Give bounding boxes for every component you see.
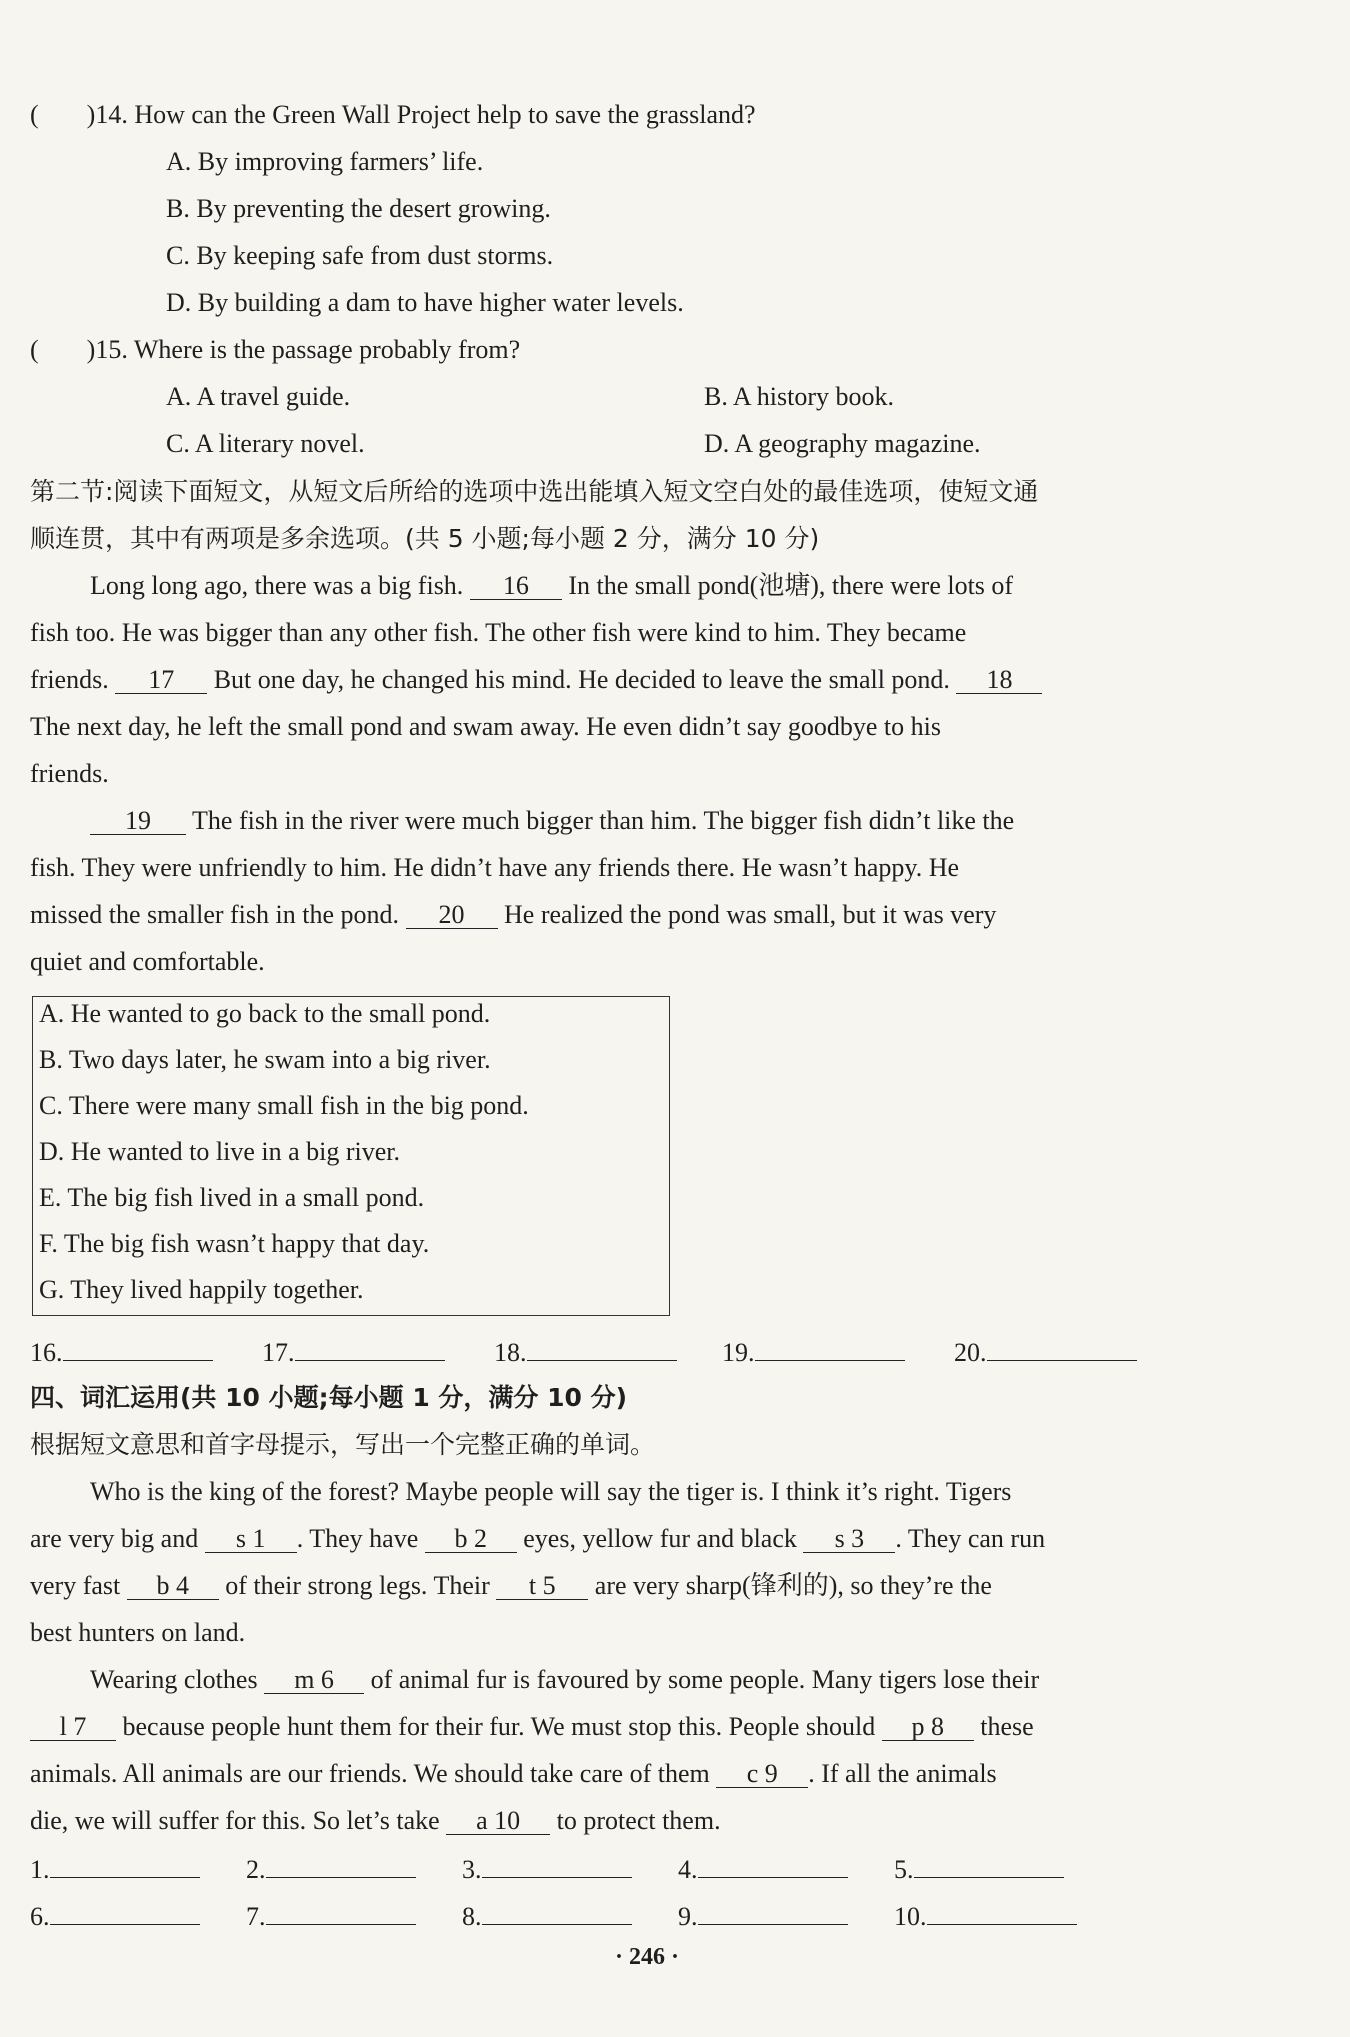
blank-5: t 5 bbox=[496, 1573, 588, 1600]
q14-option-c: C. By keeping safe from dust storms. bbox=[166, 241, 554, 270]
passage2-line bbox=[30, 1569, 992, 1603]
passage1-line: quiet and comfortable. bbox=[30, 947, 265, 976]
answer-19[interactable] bbox=[722, 1334, 905, 1370]
answer-label: 18. bbox=[494, 1338, 527, 1367]
answer-line[interactable] bbox=[755, 1334, 905, 1361]
text: of their strong legs. Their bbox=[225, 1571, 490, 1600]
answer-line[interactable] bbox=[63, 1334, 213, 1361]
passage2-line bbox=[30, 1710, 1034, 1744]
answer-label: 19. bbox=[722, 1338, 755, 1367]
question-number: 15. bbox=[95, 335, 128, 364]
text: . They have bbox=[296, 1524, 419, 1553]
answer-label: 7. bbox=[246, 1902, 266, 1931]
q15-option-b: B. A history book. bbox=[704, 382, 894, 411]
answer-line[interactable] bbox=[50, 1898, 200, 1925]
answer-18[interactable] bbox=[494, 1334, 677, 1370]
passage1-line bbox=[30, 663, 1042, 697]
q14-option-b: B. By preventing the desert growing. bbox=[166, 194, 551, 223]
text: missed the smaller fish in the pond. bbox=[30, 900, 400, 929]
text: . If all the animals bbox=[808, 1759, 997, 1788]
text: of animal fur is favoured by some people. Many tigers lose their bbox=[370, 1665, 1040, 1694]
answer-line[interactable] bbox=[482, 1851, 632, 1878]
answer-20[interactable] bbox=[954, 1334, 1137, 1370]
answer-label: 17. bbox=[262, 1338, 295, 1367]
choice-f: F. The big fish wasn’t happy that day. bbox=[39, 1229, 430, 1258]
q14-option-d: D. By building a dam to have higher water levels. bbox=[166, 288, 684, 317]
q15-question bbox=[30, 333, 520, 367]
answer-label: 16. bbox=[30, 1338, 63, 1367]
question-text: How can the Green Wall Project help to save the grassland? bbox=[134, 100, 756, 129]
answer-paren-open: ( bbox=[30, 335, 39, 364]
text: because people hunt them for their fur. We must stop this. People should bbox=[122, 1712, 876, 1741]
blank-8: p 8 bbox=[882, 1714, 974, 1741]
blank-10: a 10 bbox=[446, 1808, 550, 1835]
text: Wearing clothes bbox=[90, 1665, 258, 1694]
q15-option-d: D. A geography magazine. bbox=[704, 429, 981, 458]
answer-label: 9. bbox=[678, 1902, 698, 1931]
answer-line[interactable] bbox=[698, 1898, 848, 1925]
section4-title: 四、词汇运用(共 10 小题;每小题 1 分，满分 10 分) bbox=[30, 1383, 628, 1412]
blank-4: b 4 bbox=[127, 1573, 219, 1600]
answer-paren-close: ) bbox=[86, 335, 96, 364]
answer-line[interactable] bbox=[295, 1334, 445, 1361]
passage2-line bbox=[90, 1663, 1039, 1697]
answer-line[interactable] bbox=[266, 1851, 416, 1878]
answer-line[interactable] bbox=[698, 1851, 848, 1878]
text: . They can run bbox=[895, 1524, 1046, 1553]
question-number: 14. bbox=[95, 100, 128, 129]
choice-c: C. There were many small fish in the big pond. bbox=[39, 1091, 529, 1120]
section2-instruction-line2: 顺连贯，其中有两项是多余选项。(共 5 小题;每小题 2 分，满分 10 分) bbox=[30, 524, 820, 553]
answer-label: 10. bbox=[894, 1902, 927, 1931]
text: He realized the pond was small, but it was very bbox=[504, 900, 997, 929]
passage2-line: Who is the king of the forest? Maybe people will say the tiger is. I think it’s right. Tigers bbox=[90, 1477, 1012, 1506]
blank-7: l 7 bbox=[30, 1714, 116, 1741]
choice-e: E. The big fish lived in a small pond. bbox=[39, 1183, 425, 1212]
blank-3: s 3 bbox=[803, 1526, 895, 1553]
text: are very big and bbox=[30, 1524, 199, 1553]
page-number: · 246 · bbox=[615, 1944, 680, 1970]
text: to protect them. bbox=[556, 1806, 721, 1835]
text: Long long ago, there was a big fish. bbox=[90, 571, 464, 600]
blank-19: 19 bbox=[90, 808, 186, 835]
passage1-line bbox=[30, 898, 996, 932]
choice-d: D. He wanted to live in a big river. bbox=[39, 1137, 401, 1166]
passage1-line bbox=[90, 804, 1014, 838]
answer-label: 3. bbox=[462, 1855, 482, 1884]
q15-option-c: C. A literary novel. bbox=[166, 429, 365, 458]
q14-option-a: A. By improving farmers’ life. bbox=[166, 147, 484, 176]
answer-line[interactable] bbox=[482, 1898, 632, 1925]
answer-6[interactable] bbox=[30, 1898, 200, 1934]
answer-paren-close: ) bbox=[86, 100, 96, 129]
answer-10[interactable] bbox=[894, 1898, 1077, 1934]
choices-box bbox=[32, 996, 670, 1316]
blank-2: b 2 bbox=[425, 1526, 517, 1553]
text: die, we will suffer for this. So let’s take bbox=[30, 1806, 440, 1835]
blank-6: m 6 bbox=[264, 1667, 364, 1694]
blank-16: 16 bbox=[470, 573, 562, 600]
answer-17[interactable] bbox=[262, 1334, 445, 1370]
text: But one day, he changed his mind. He decided to leave the small pond. bbox=[213, 665, 950, 694]
text: friends. bbox=[30, 665, 109, 694]
answer-label: 20. bbox=[954, 1338, 987, 1367]
answer-paren-open: ( bbox=[30, 100, 39, 129]
answer-line[interactable] bbox=[914, 1851, 1064, 1878]
text: are very sharp(锋利的), so they’re the bbox=[594, 1571, 992, 1600]
answer-label: 5. bbox=[894, 1855, 914, 1884]
answer-label: 4. bbox=[678, 1855, 698, 1884]
question-text: Where is the passage probably from? bbox=[133, 335, 521, 364]
answer-line[interactable] bbox=[527, 1334, 677, 1361]
passage1-line: The next day, he left the small pond and swam away. He even didn’t say goodbye to his bbox=[30, 712, 941, 741]
answer-line[interactable] bbox=[927, 1898, 1077, 1925]
text: very fast bbox=[30, 1571, 121, 1600]
answer-line[interactable] bbox=[987, 1334, 1137, 1361]
passage2-line bbox=[30, 1804, 721, 1838]
answer-7[interactable] bbox=[246, 1898, 416, 1934]
passage2-line bbox=[30, 1757, 997, 1791]
passage1-line: friends. bbox=[30, 759, 109, 788]
answer-1[interactable] bbox=[30, 1851, 200, 1887]
text: The fish in the river were much bigger than him. The bigger fish didn’t like the bbox=[192, 806, 1015, 835]
passage1-line bbox=[90, 569, 1013, 603]
answer-2[interactable] bbox=[246, 1851, 416, 1887]
blank-17: 17 bbox=[115, 667, 207, 694]
answer-line[interactable] bbox=[266, 1898, 416, 1925]
text: eyes, yellow fur and black bbox=[523, 1524, 797, 1553]
blank-1: s 1 bbox=[205, 1526, 297, 1553]
answer-label: 6. bbox=[30, 1902, 50, 1931]
passage2-line: best hunters on land. bbox=[30, 1618, 246, 1647]
passage1-line: fish too. He was bigger than any other fish. The other fish were kind to him. They became bbox=[30, 618, 967, 647]
answer-4[interactable] bbox=[678, 1851, 848, 1887]
answer-9[interactable] bbox=[678, 1898, 848, 1934]
text: animals. All animals are our friends. We should take care of them bbox=[30, 1759, 710, 1788]
answer-label: 1. bbox=[30, 1855, 50, 1884]
blank-9: c 9 bbox=[716, 1761, 808, 1788]
blank-20: 20 bbox=[406, 902, 498, 929]
choice-g: G. They lived happily together. bbox=[39, 1275, 364, 1304]
answer-label: 2. bbox=[246, 1855, 266, 1884]
choice-b: B. Two days later, he swam into a big river. bbox=[39, 1045, 491, 1074]
answer-5[interactable] bbox=[894, 1851, 1064, 1887]
choice-a: A. He wanted to go back to the small pond. bbox=[39, 999, 491, 1028]
q15-option-a: A. A travel guide. bbox=[166, 382, 351, 411]
answer-3[interactable] bbox=[462, 1851, 632, 1887]
passage2-line bbox=[30, 1522, 1045, 1556]
passage1-line: fish. They were unfriendly to him. He didn’t have any friends there. He wasn’t happy. He bbox=[30, 853, 960, 882]
answer-16[interactable] bbox=[30, 1334, 213, 1370]
answer-line[interactable] bbox=[50, 1851, 200, 1878]
blank-18: 18 bbox=[956, 667, 1042, 694]
section2-instruction-line1: 第二节:阅读下面短文，从短文后所给的选项中选出能填入短文空白处的最佳选项，使短文通 bbox=[30, 477, 1039, 506]
text: these bbox=[980, 1712, 1034, 1741]
section4-instruction: 根据短文意思和首字母提示，写出一个完整正确的单词。 bbox=[30, 1430, 656, 1459]
answer-8[interactable] bbox=[462, 1898, 632, 1934]
text: In the small pond(池塘), there were lots of bbox=[568, 571, 1014, 600]
q14-question bbox=[30, 98, 756, 132]
answer-label: 8. bbox=[462, 1902, 482, 1931]
